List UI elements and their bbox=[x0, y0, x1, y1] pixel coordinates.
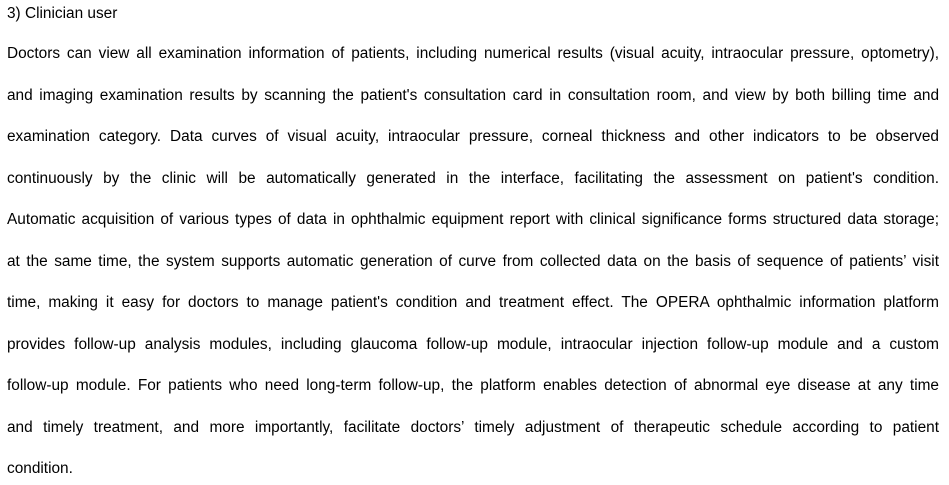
paragraph-line-last: condition. bbox=[7, 460, 73, 477]
paragraph-line: and timely treatment, and more importantly, facilitate doctors’ timely adjustment of therapeutic schedule according to patient bbox=[7, 419, 939, 436]
section-heading: 3) Clinician user bbox=[7, 5, 118, 22]
paragraph-line: at the same time, the system supports automatic generation of curve from collected data on the basis of sequence of patients’ visit bbox=[7, 253, 939, 270]
paragraph-line: examination category. Data curves of visual acuity, intraocular pressure, corneal thickness and other indicators to be observed bbox=[7, 128, 939, 145]
paragraph-line: continuously by the clinic will be automatically generated in the interface, facilitating the assessment on patient's condition. bbox=[7, 170, 939, 187]
paragraph-line: time, making it easy for doctors to manage patient's condition and treatment effect. The OPERA ophthalmic information platform bbox=[7, 294, 939, 311]
paragraph-line: provides follow-up analysis modules, including glaucoma follow-up module, intraocular injection follow-up module and a custom bbox=[7, 336, 939, 353]
paragraph-line: follow-up module. For patients who need long-term follow-up, the platform enables detection of abnormal eye disease at any time bbox=[7, 377, 939, 394]
paragraph-line: Automatic acquisition of various types of data in ophthalmic equipment report with clinical significance forms structured data storage; bbox=[7, 211, 939, 228]
paragraph-line: Doctors can view all examination information of patients, including numerical results (visual acuity, intraocular pressure, optometry), bbox=[7, 45, 939, 62]
paragraph-line: and imaging examination results by scanning the patient's consultation card in consultation room, and view by both billing time and bbox=[7, 87, 939, 104]
